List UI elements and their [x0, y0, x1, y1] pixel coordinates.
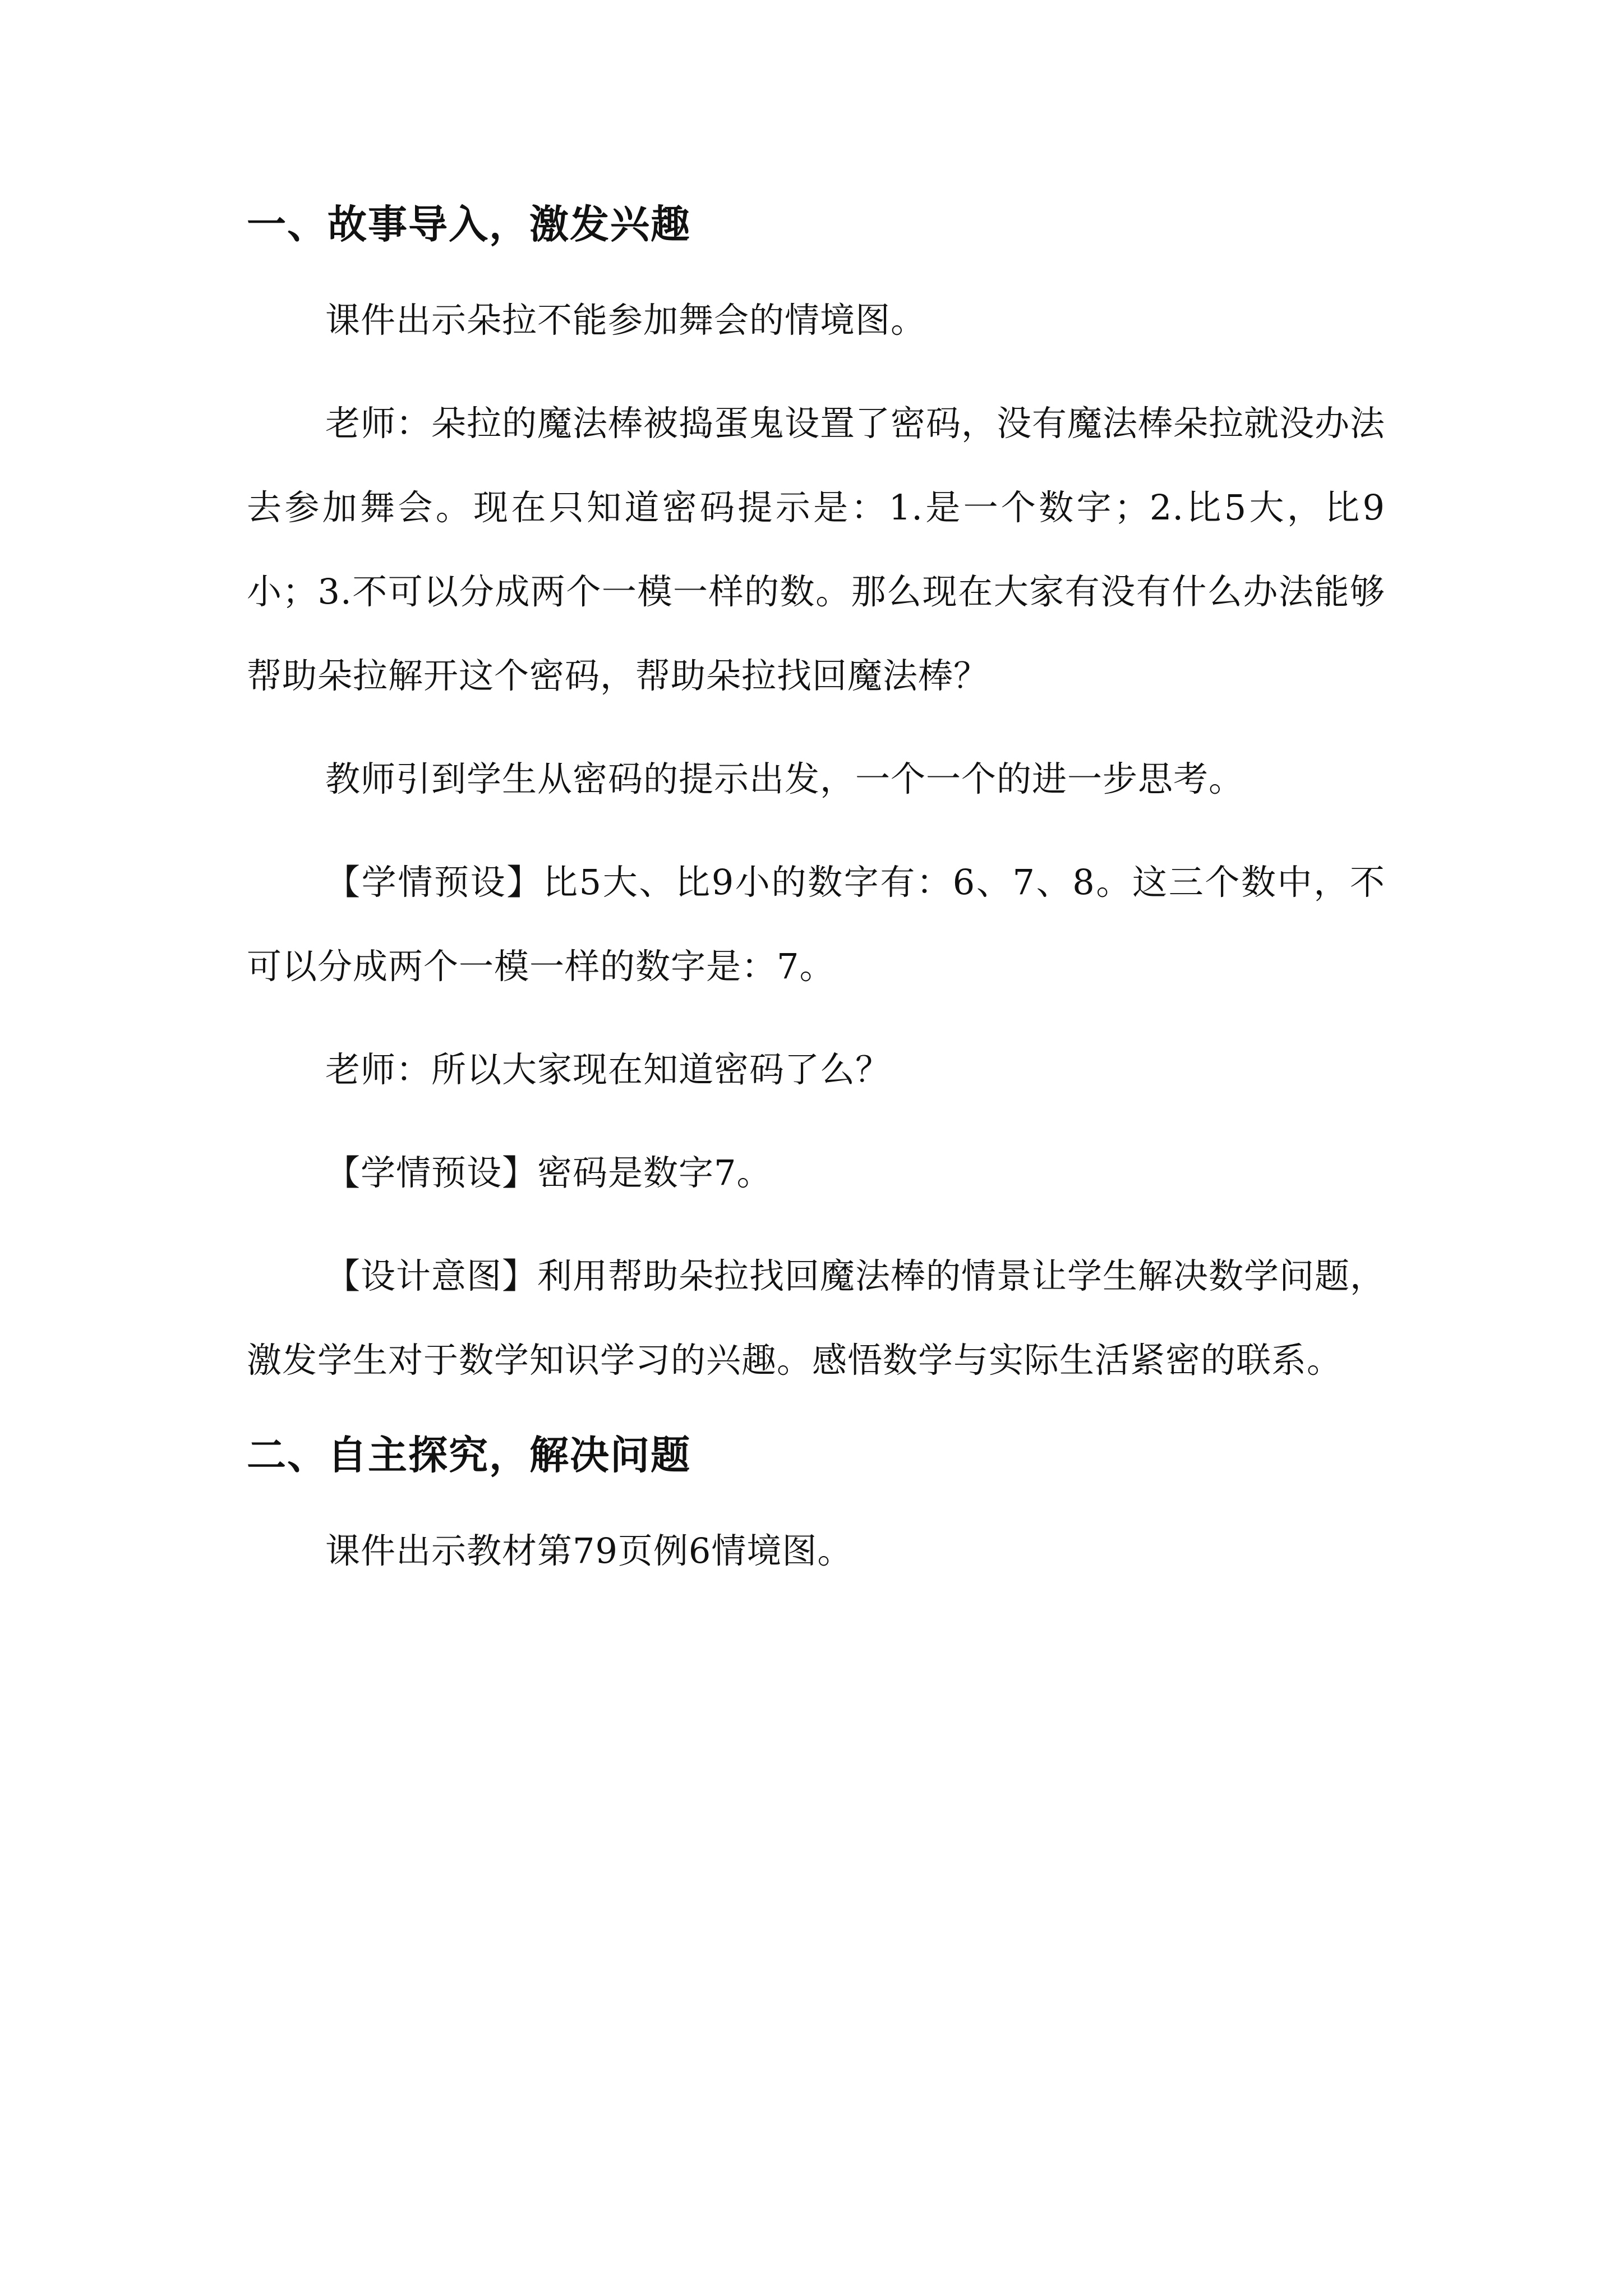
paragraph: 课件出示朵拉不能参加舞会的情境图。: [325, 300, 926, 341]
paragraph: 老师：朵拉的魔法棒被捣蛋鬼设置了密码，没有魔法棒朵拉就没办法去参加舞会。现在只知道密码提示是：1.是一个数字；2.比5大，比9小；3.不可以分成两个一模一样的数。那么现在大家有没有什么办法能够帮助朵拉解开这个密码，帮助朵拉找回魔法棒？: [247, 403, 1386, 696]
document-body: [247, 191, 1385, 1612]
paragraph: 【学情预设】密码是数字7。: [325, 1152, 772, 1193]
section-heading-2: 二、自主探究，解决问题: [247, 1432, 691, 1478]
paragraph: 教师引到学生从密码的提示出发，一个一个的进一步思考。: [325, 758, 1244, 799]
section-heading-1: 一、故事导入，激发兴趣: [247, 201, 691, 247]
paragraph: 【学情预设】比5大、比9小的数字有：6、7、8。这三个数中，不可以分成两个一模一样的数字是：7。: [247, 862, 1385, 987]
paragraph: 【设计意图】利用帮助朵拉找回魔法棒的情景让学生解决数学问题，激发学生对于数学知识学习的兴趣。感悟数学与实际生活紧密的联系。: [247, 1255, 1386, 1381]
paragraph: 老师：所以大家现在知道密码了么？: [325, 1049, 891, 1090]
paragraph: 课件出示教材第79页例6情境图。: [325, 1530, 853, 1571]
